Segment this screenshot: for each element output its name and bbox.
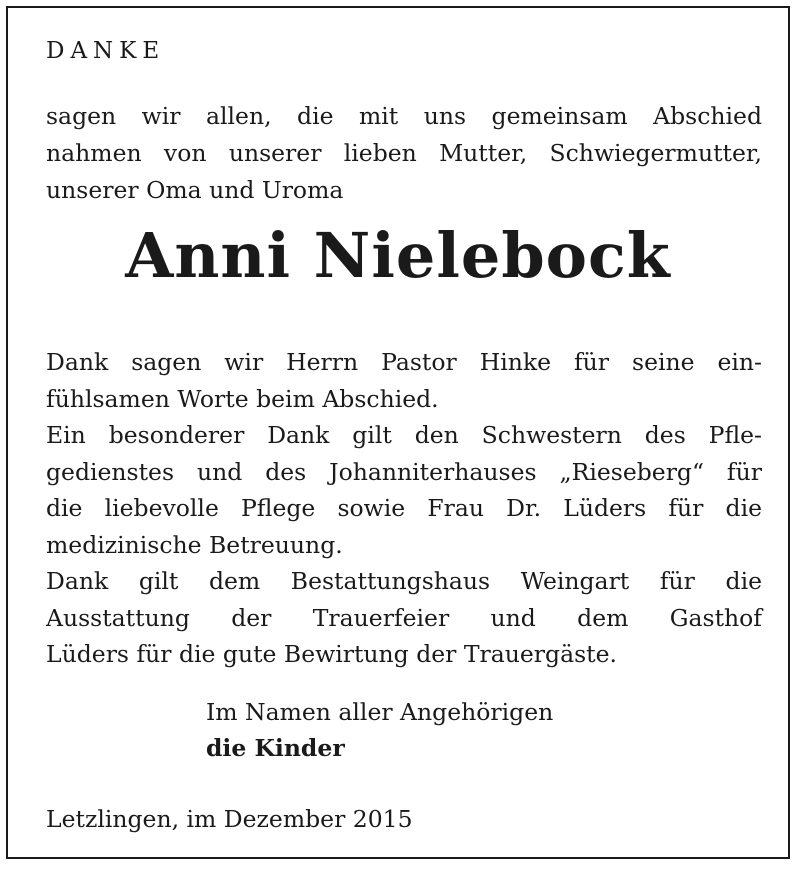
body-line: die liebevolle Pflege sowie Frau Dr. Lüders für die	[46, 494, 762, 522]
intro-line: nahmen von unserer lieben Mutter, Schwiegermutter,	[46, 139, 762, 167]
intro-paragraph	[46, 98, 762, 209]
body-line: Dank sagen wir Herrn Pastor Hinke für seine ein-	[46, 348, 762, 376]
body-line: Lüders für die gute Bewirtung der Trauergäste.	[46, 640, 617, 668]
body-line: fühlsamen Worte beim Abschied.	[46, 384, 439, 413]
dateline: Letzlingen, im Dezember 2015	[46, 805, 413, 833]
signature-line: Im Namen aller Angehörigen	[206, 698, 554, 726]
body-line: gedienstes und des Johanniterhauses „Rieseberg“ für	[46, 457, 762, 486]
signature-signer: die Kinder	[206, 734, 345, 762]
body-line: medizinische Betreuung.	[46, 530, 343, 559]
body-line: Ein besonderer Dank gilt den Schwestern des Pfle-	[46, 421, 762, 449]
obituary-notice	[6, 6, 790, 859]
signature-block	[206, 694, 553, 766]
notice-heading: DANKE	[46, 38, 166, 64]
body-line: Dank gilt dem Bestattungshaus Weingart für die	[46, 567, 762, 595]
intro-line: sagen wir allen, die mit uns gemeinsam Abschied	[46, 102, 762, 130]
deceased-name: Anni Nielebock	[125, 219, 671, 292]
thanks-paragraph	[46, 344, 762, 673]
intro-line: unserer Oma und Uroma	[46, 176, 344, 204]
body-line: Ausstattung der Trauerfeier und dem Gasthof	[46, 603, 762, 632]
